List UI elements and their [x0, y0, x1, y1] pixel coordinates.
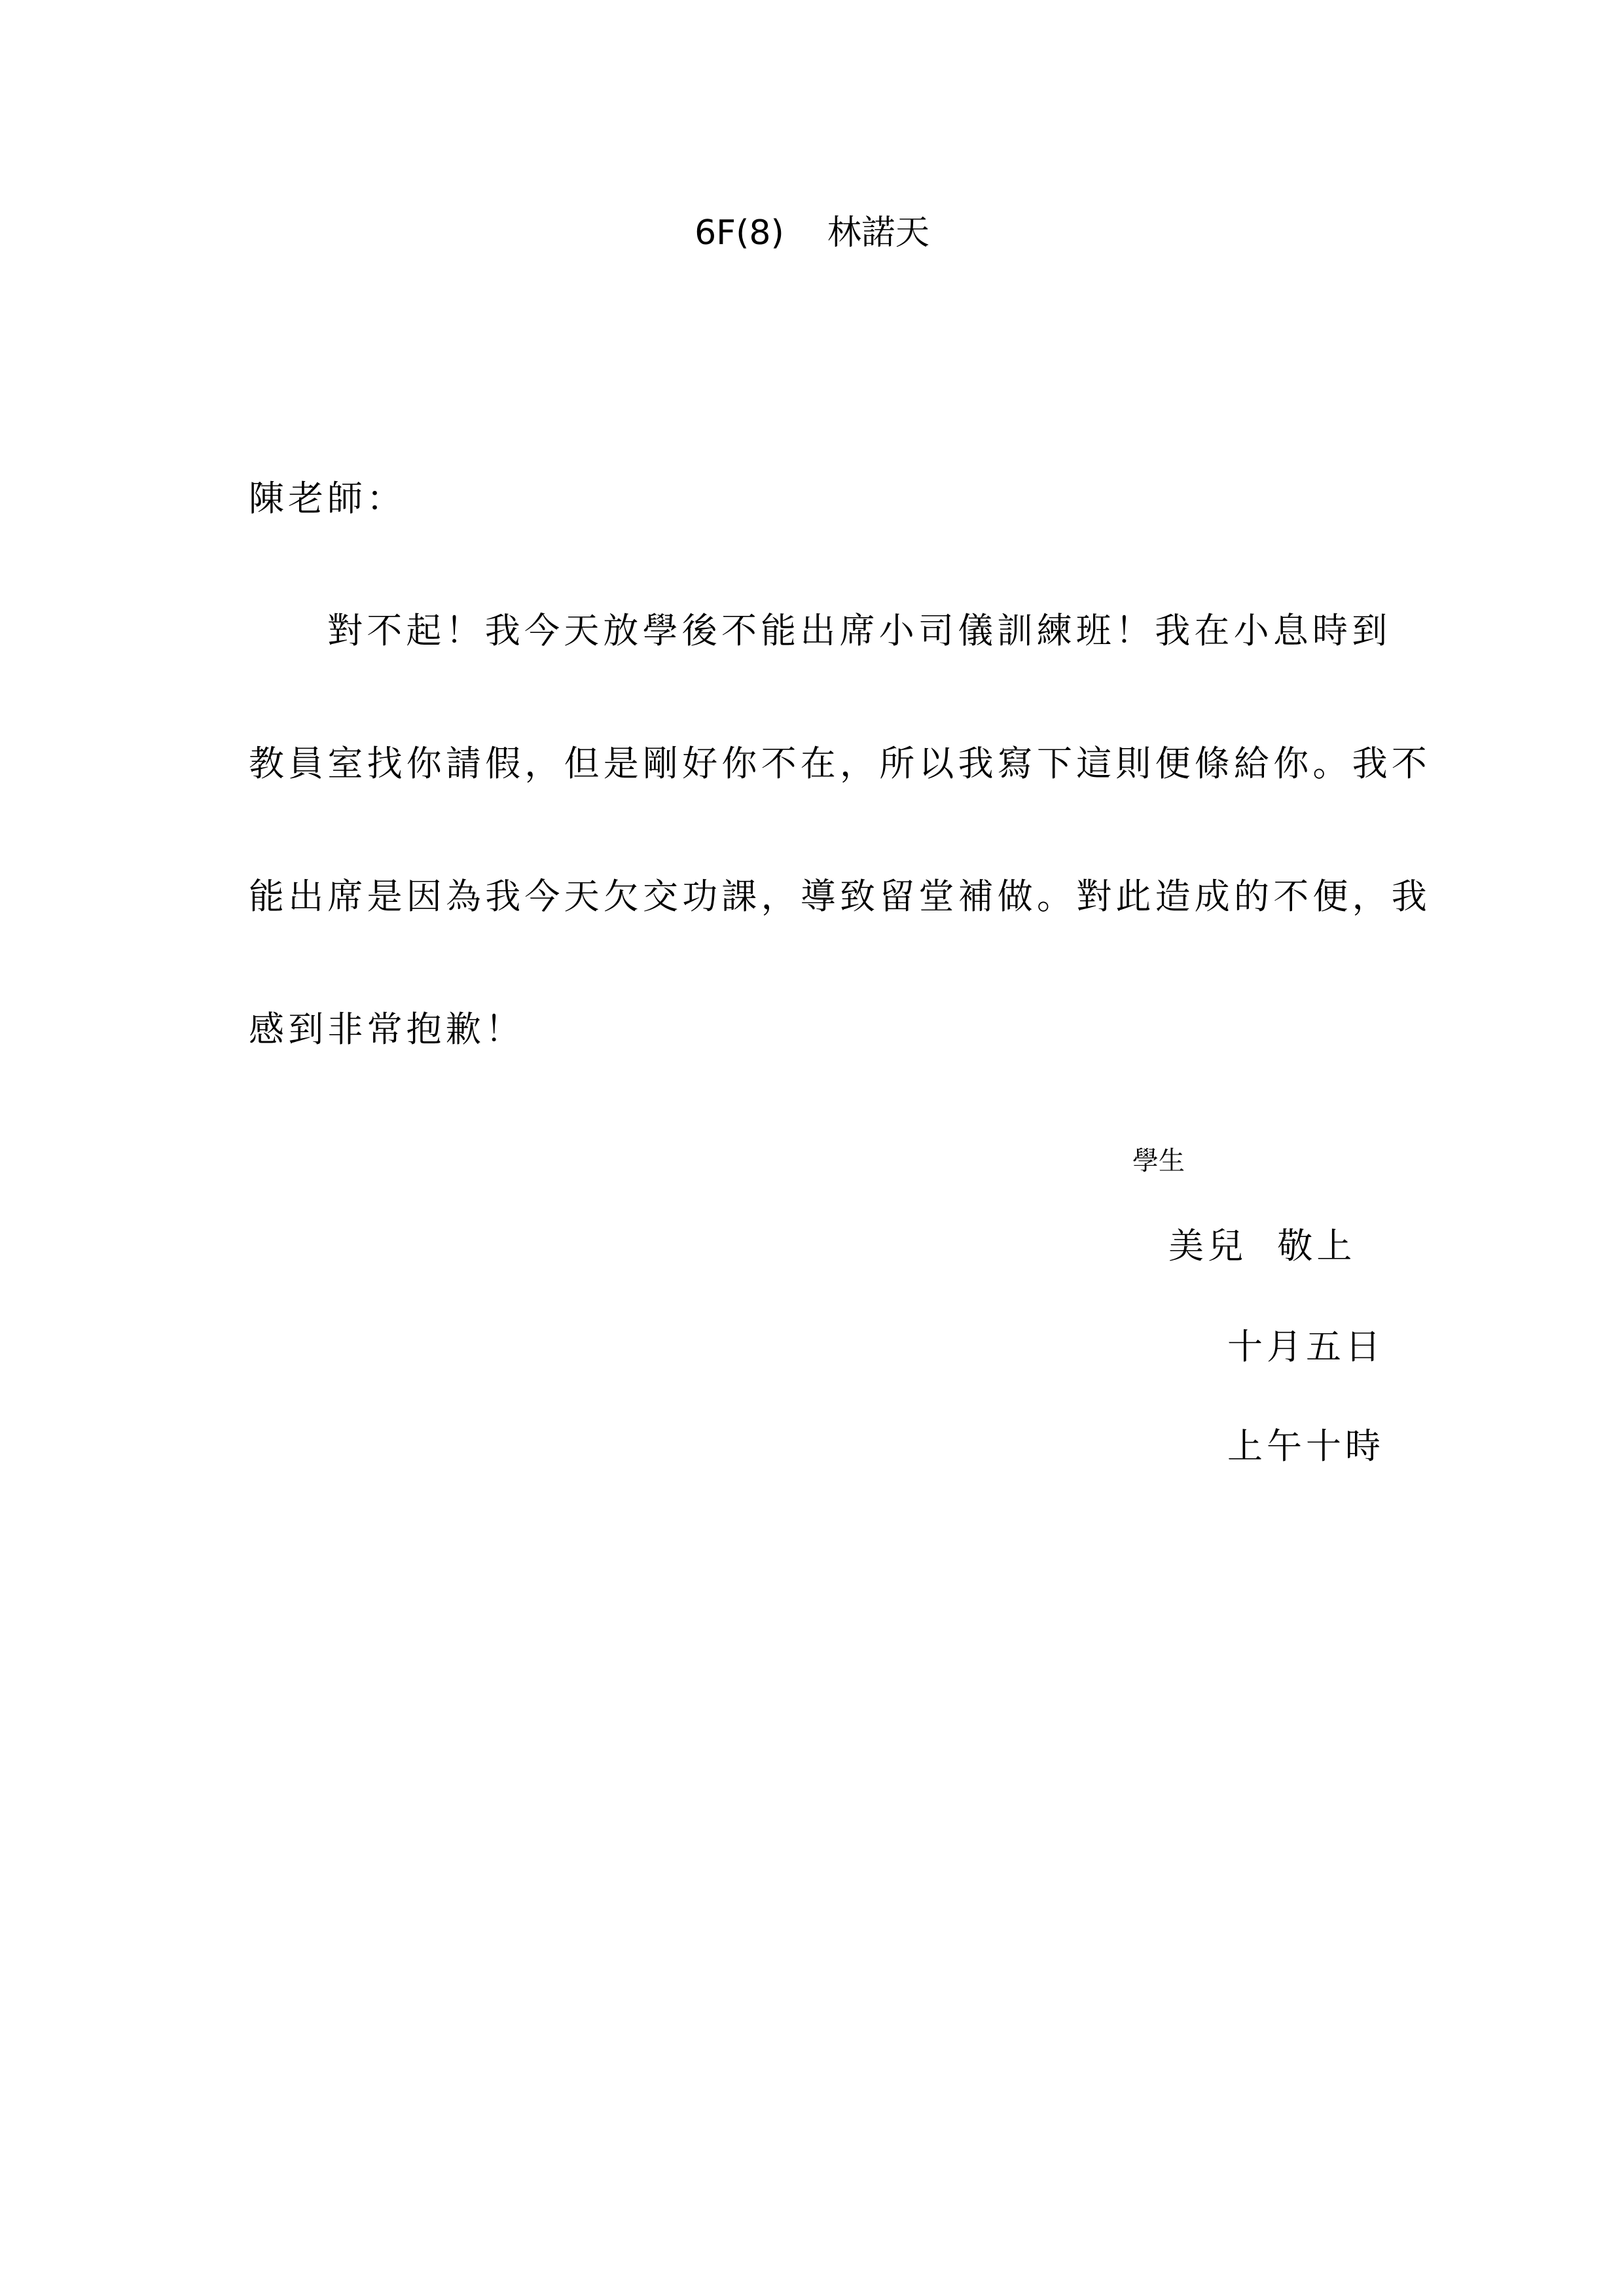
closing-date: 十月五日: [1227, 1326, 1384, 1367]
closing-time: 上午十時: [1227, 1426, 1384, 1467]
body-line-text: 對不起！我今天放學後不能出席小司儀訓練班！我在小息時到: [327, 610, 1392, 651]
body-line: 教員室找你請假，但是剛好你不在，所以我寫下這則便條給你。我不: [249, 743, 1431, 784]
salutation: 陳老師：: [249, 478, 406, 519]
body-line: [249, 605, 1392, 657]
class-label: 6F(8): [695, 213, 784, 253]
signer-name: 美兒: [1168, 1225, 1247, 1266]
closing-regards: 敬上: [1277, 1225, 1356, 1266]
body-line: 能出席是因為我今天欠交功課，導致留堂補做。對此造成的不便，我: [249, 876, 1431, 917]
student-name: 林諾天: [827, 213, 929, 253]
closing-role: 學生: [1132, 1146, 1185, 1176]
page-header: [0, 208, 1624, 258]
body-line: 感到非常抱歉！: [249, 1009, 525, 1050]
closing-signature: [1168, 1220, 1356, 1272]
